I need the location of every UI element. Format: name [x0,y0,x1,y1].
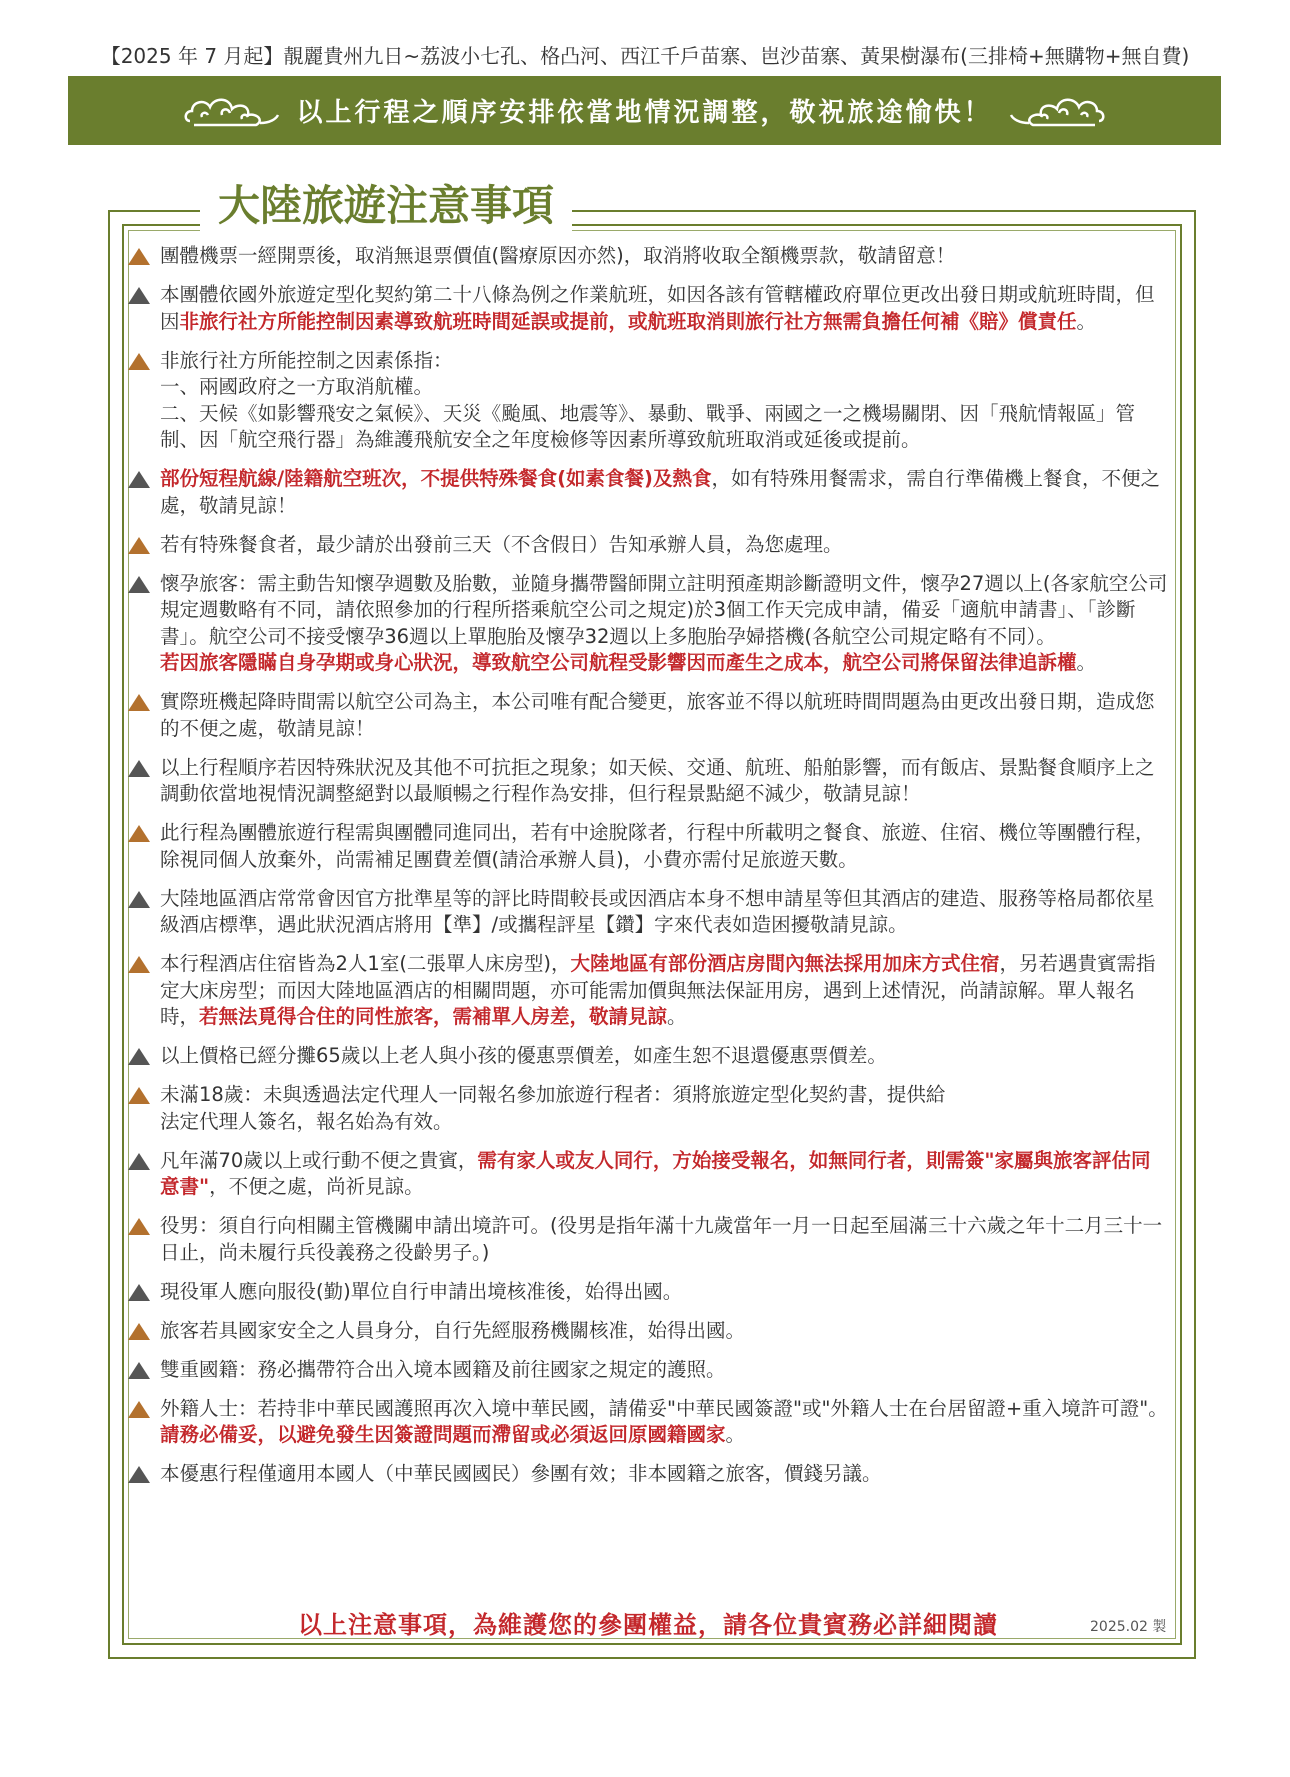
note-line: 一、兩國政府之一方取消航權。 [160,375,434,398]
list-item [128,1396,1168,1449]
list-item [128,1148,1168,1201]
note-highlight: 若因旅客隱瞞自身孕期或身心狀況，導致航空公司航程受影響因而產生之成本，航空公司將保留法律追訴權 [160,651,1077,674]
banner [68,76,1221,145]
note-text: 懷孕旅客：需主動告知懷孕週數及胎數，並隨身攜帶醫師開立註明預產期診斷證明文件，懷孕27週以上(各家航空公司規定週數略有不同，請依照參加的行程所搭乘航空公司之規定)於3個工作天完成申請，備妥「適航申請書」、「診斷書」。航空公司不接受懷孕36週以上單胞胎及懷孕32週以上多胞胎孕婦搭機(各航空公司規定略有不同）。 [160,571,1168,648]
note-text: 。 [667,1005,687,1028]
section-title: 大陸旅遊注意事項 [200,176,572,236]
footer-date: 2025.02 製 [1090,1619,1167,1635]
note-highlight: 需有家人或友人同行，方始接受報名，如無同行者，則需簽"家屬與旅客評估同意書" [160,1148,1151,1198]
triangle-bullet-icon [128,1323,150,1340]
list-item [128,243,1168,270]
note-text: ，不便之處，尚祈見諒。 [209,1175,424,1198]
triangle-bullet-icon [128,825,150,842]
list-item [128,1357,1168,1384]
note-text: ，如有特殊用餐需求，需自行準備機上餐食，不便之處，敬請見諒！ [160,467,1160,517]
list-item [128,348,1168,454]
cloud-ornament-right-icon [1007,89,1107,133]
list-item [128,951,1168,1031]
note-highlight: 請務必備妥，以避免發生因簽證問題而滯留或必須返回原國籍國家 [160,1423,726,1446]
list-item [128,1213,1168,1266]
note-text: 本行程酒店住宿皆為2人1室(二張單人床房型)， [160,952,571,975]
note-text: 。 [725,1423,746,1446]
note-text: 。 [1076,651,1097,674]
list-item [128,1318,1168,1345]
note-highlight: 部份短程航線/陸籍航空班次，不提供特殊餐食(如素食餐)及熱食 [160,467,712,490]
note-text: 大陸地區酒店常常會因官方批準星等的評比時間較長或因酒店本身不想申請星等但其酒店的建造、服務等格局都依星級酒店標準，遇此狀況酒店將用【準】/或攜程評星【鑽】字來代表如造困擾敬請見諒。 [160,886,1155,936]
list-item [128,1043,1168,1070]
note-text: 現役軍人應向服役(勤)單位自行申請出境核准後，始得出國。 [160,1279,683,1303]
triangle-bullet-icon [128,956,150,973]
banner-text: 以上行程之順序安排依當地情況調整，敬祝旅途愉快！ [296,98,993,128]
note-text: 實際班機起降時間需以航空公司為主，本公司唯有配合變更，旅客並不得以航班時間問題為由更改出發日期，造成您的不便之處，敬請見諒！ [160,690,1155,740]
triangle-bullet-icon [128,353,150,370]
footer-notice: 以上注意事項，為維護您的參團權益，請各位貴賓務必詳細閱讀 [298,1611,998,1639]
note-highlight: 大陸地區有部份酒店房間內無法採用加床方式住宿 [570,952,1000,975]
note-text: 役男：須自行向相關主管機關申請出境許可。(役男是指年滿十九歲當年一月一日起至屆滿三十六歲之年十二月三十一日止，尚未履行兵役義務之役齡男子。) [160,1214,1163,1264]
list-item [128,1461,1168,1488]
list-item [128,755,1168,808]
note-line: 二、天候《如影響飛安之氣候》、天災《颱風、地震等》、暴動、戰爭、兩國之一之機場關閉、因「飛航情報區」管制、因「航空飛行器」為維護飛航安全之年度檢修等因素所導致航班取消或延後或提前。 [160,401,1136,451]
triangle-bullet-icon [128,248,150,265]
triangle-bullet-icon [128,1401,150,1418]
note-text: 團體機票一經開票後，取消無退票價值(醫療原因亦然)，取消將收取全額機票款，敬請留意！ [160,244,956,267]
note-text: 凡年滿70歲以上或行動不便之貴賓， [160,1148,478,1172]
list-item [128,571,1168,677]
triangle-bullet-icon [128,576,150,593]
triangle-bullet-icon [128,287,150,304]
list-item [128,886,1168,939]
list-item [128,532,1168,559]
note-text: 以上行程順序若因特殊狀況及其他不可抗拒之現象；如天候、交通、航班、船舶影響，而有飯店、景點餐食順序上之調動依當地視情況調整絕對以最順暢之行程作為安排，但行程景點絕不減少，敬請見諒！ [160,755,1155,805]
cloud-ornament-left-icon [182,89,282,133]
note-highlight: 若無法覓得合住的同性旅客，需補單人房差，敬請見諒 [199,1005,668,1028]
triangle-bullet-icon [128,1048,150,1065]
note-line: 法定代理人簽名，報名始為有效。 [160,1109,453,1133]
triangle-bullet-icon [128,1153,150,1170]
list-item [128,689,1168,742]
list-item [128,1082,1168,1135]
triangle-bullet-icon [128,471,150,488]
note-line: 非旅行社方所能控制之因素係指： [160,348,453,372]
triangle-bullet-icon [128,760,150,777]
note-text: 若有特殊餐食者，最少請於出發前三天（不含假日）告知承辦人員，為您處理。 [160,532,843,556]
note-text: 雙重國籍：務必攜帶符合出入境本國籍及前往國家之規定的護照。 [160,1357,726,1381]
triangle-bullet-icon [128,537,150,554]
triangle-bullet-icon [128,1362,150,1379]
note-line: 未滿18歲：未與透過法定代理人一同報名參加旅遊行程者：須將旅遊定型化契約書，提供給 [160,1083,946,1106]
list-item [128,282,1168,335]
triangle-bullet-icon [128,891,150,908]
triangle-bullet-icon [128,1284,150,1301]
triangle-bullet-icon [128,694,150,711]
document-title: 【2025 年 7 月起】靚麗貴州九日~荔波小七孔、格凸河、西江千戶苗寨、岜沙苗寨、黃果樹瀑布(三排椅+無購物+無自費) [100,44,1190,68]
note-text: 此行程為團體旅遊行程需與團體同進同出，若有中途脫隊者，行程中所載明之餐食、旅遊、住宿、機位等團體行程，除視同個人放棄外，尚需補足團費差價(請洽承辦人員)，小費亦需付足旅遊天數。 [160,821,1155,871]
note-text: 。 [1076,309,1097,333]
note-text: ，另若遇貴賓需指定大床房型；而因大陸地區酒店的相關問題，亦可能需加價與無法保証用房，遇到上述情況，尚請諒解。單人報名時， [160,952,1156,1028]
triangle-bullet-icon [128,1218,150,1235]
triangle-bullet-icon [128,1087,150,1104]
list-item [128,820,1168,873]
list-item [128,466,1168,519]
note-text: 本優惠行程僅適用本國人（中華民國國民）參團有效；非本國籍之旅客，價錢另議。 [160,1462,882,1485]
note-text: 外籍人士：若持非中華民國護照再次入境中華民國，請備妥"中華民國簽證"或"外籍人士在台居留證+重入境許可證"。 [160,1396,1168,1420]
note-text: 以上價格已經分攤65歲以上老人與小孩的優惠票價差，如產生恕不退還優惠票價差。 [160,1044,887,1067]
list-item [128,1279,1168,1306]
triangle-bullet-icon [128,1466,150,1483]
notes-list [128,243,1168,1500]
note-highlight: 非旅行社方所能控制因素導致航班時間延誤或提前，或航班取消則旅行社方無需負擔任何補《賠》償責任 [179,309,1077,333]
note-text: 本團體依國外旅遊定型化契約第二十八條為例之作業航班，如因各該有管轄權政府單位更改出發日期或航班時間，但因 [160,283,1155,333]
note-text: 旅客若具國家安全之人員身分，自行先經服務機關核准，始得出國。 [160,1318,746,1342]
